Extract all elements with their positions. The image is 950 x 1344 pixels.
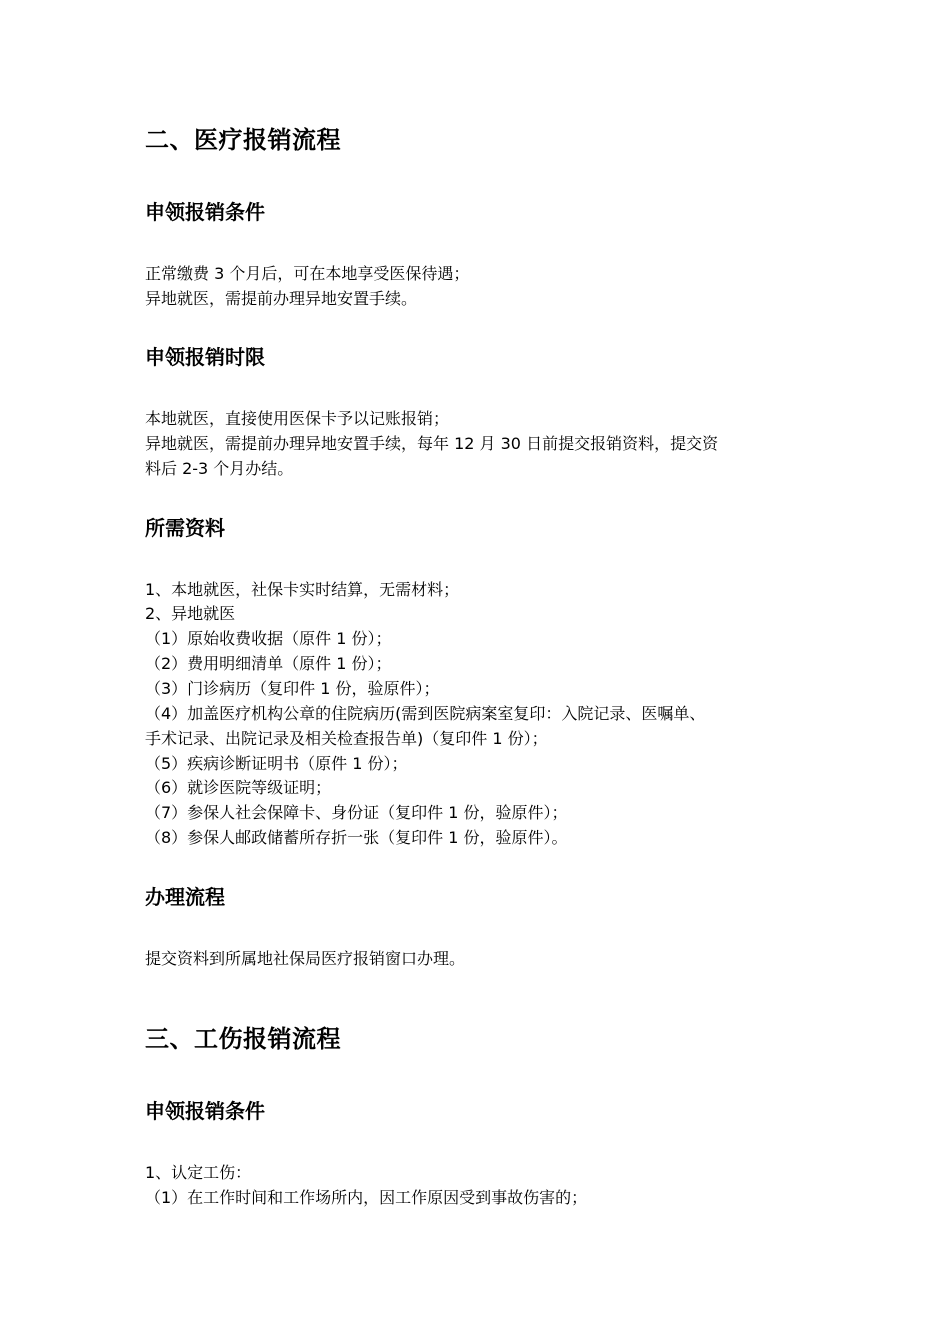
heading-injury-conditions: 申领报销条件 (145, 1099, 265, 1123)
text-line: 料后 2-3 个月办结。 (145, 459, 294, 478)
list-item: （5）疾病诊断证明书（原件 1 份）； (145, 754, 408, 773)
heading-medical-process: 办理流程 (145, 885, 225, 909)
text-line: 异地就医，需提前办理异地安置手续。 (145, 289, 418, 308)
text-line: 异地就医，需提前办理异地安置手续，每年 12 月 30 日前提交报销资料，提交资 (145, 434, 719, 453)
list-item: （8）参保人邮政储蓄所存折一张（复印件 1 份，验原件）。 (145, 828, 568, 847)
heading-medical-time-limit: 申领报销时限 (145, 345, 265, 369)
list-item: （6）就诊医院等级证明； (145, 778, 332, 797)
list-item: （1）在工作时间和工作场所内，因工作原因受到事故伤害的； (145, 1188, 588, 1207)
list-item: （1）原始收费收据（原件 1 份）； (145, 629, 392, 648)
list-item: （4）加盖医疗机构公章的住院病历(需到医院病案室复印：入院记录、医嘱单、 (145, 704, 706, 723)
list-item: （2）费用明细清单（原件 1 份）； (145, 654, 392, 673)
list-item: 1、认定工伤： (145, 1163, 252, 1182)
text-line: 本地就医，直接使用医保卡予以记账报销； (145, 409, 450, 428)
list-item: 2、异地就医 (145, 604, 236, 623)
list-item: （7）参保人社会保障卡、身份证（复印件 1 份，验原件）； (145, 803, 568, 822)
section-title-work-injury: 三、工伤报销流程 (145, 1025, 341, 1053)
heading-medical-conditions: 申领报销条件 (145, 200, 265, 224)
text-line: 正常缴费 3 个月后，可在本地享受医保待遇； (145, 264, 470, 283)
list-item: （3）门诊病历（复印件 1 份，验原件）； (145, 679, 440, 698)
text-line: 提交资料到所属地社保局医疗报销窗口办理。 (145, 949, 466, 968)
section-title-medical: 二、医疗报销流程 (145, 126, 341, 154)
list-item: 手术记录、出院记录及相关检查报告单)（复印件 1 份）； (145, 729, 548, 748)
list-item: 1、本地就医，社保卡实时结算，无需材料； (145, 580, 460, 599)
heading-medical-materials: 所需资料 (145, 516, 225, 540)
